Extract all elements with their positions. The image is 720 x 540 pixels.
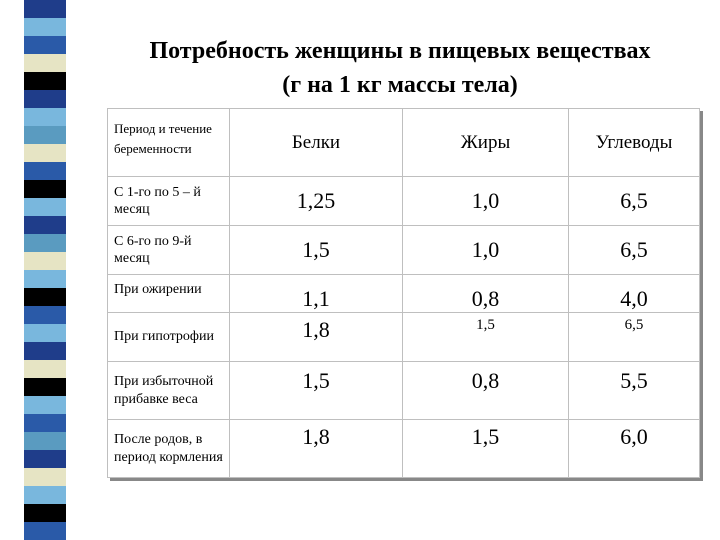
cell-fats: 0,8	[403, 275, 569, 313]
row-label: С 1-го по 5 – й месяц	[108, 177, 230, 226]
table-row	[108, 275, 700, 313]
stripe-segment	[24, 162, 66, 180]
cell-carbs: 6,5	[569, 226, 700, 275]
stripe-segment	[24, 288, 66, 306]
stripe-segment	[24, 126, 66, 144]
cell-fats: 1,5	[403, 313, 569, 362]
cell-carbs: 4,0	[569, 275, 700, 313]
stripe-segment	[24, 414, 66, 432]
stripe-segment	[24, 72, 66, 90]
header-fats: Жиры	[403, 109, 569, 177]
cell-proteins: 1,25	[230, 177, 403, 226]
row-label: При гипотрофии	[108, 313, 230, 362]
cell-carbs: 6,5	[569, 177, 700, 226]
header-proteins: Белки	[230, 109, 403, 177]
header-carbs: Углеводы	[569, 109, 700, 177]
decorative-stripe	[24, 0, 66, 540]
stripe-segment	[24, 90, 66, 108]
stripe-segment	[24, 198, 66, 216]
nutrient-table	[107, 108, 700, 478]
stripe-segment	[24, 396, 66, 414]
cell-carbs: 6,0	[569, 420, 700, 478]
stripe-segment	[24, 0, 66, 18]
row-label: При избыточной прибавке веса	[108, 362, 230, 420]
stripe-segment	[24, 180, 66, 198]
cell-fats: 0,8	[403, 362, 569, 420]
cell-fats: 1,0	[403, 177, 569, 226]
stripe-segment	[24, 360, 66, 378]
header-period: Период и течение беременности	[108, 109, 230, 177]
cell-proteins: 1,1	[230, 275, 403, 313]
stripe-segment	[24, 108, 66, 126]
stripe-segment	[24, 324, 66, 342]
stripe-segment	[24, 486, 66, 504]
cell-carbs: 6,5	[569, 313, 700, 362]
table-header-row	[108, 109, 700, 177]
table-row	[108, 420, 700, 478]
stripe-segment	[24, 270, 66, 288]
title-line-2: (г на 1 кг массы тела)	[282, 72, 518, 98]
stripe-segment	[24, 522, 66, 540]
stripe-segment	[24, 306, 66, 324]
stripe-segment	[24, 504, 66, 522]
table-row	[108, 313, 700, 362]
stripe-segment	[24, 432, 66, 450]
cell-carbs: 5,5	[569, 362, 700, 420]
cell-fats: 1,5	[403, 420, 569, 478]
stripe-segment	[24, 378, 66, 396]
stripe-segment	[24, 216, 66, 234]
title-line-1: Потребность женщины в пищевых веществах	[149, 38, 651, 64]
stripe-segment	[24, 468, 66, 486]
cell-proteins: 1,5	[230, 362, 403, 420]
stripe-segment	[24, 234, 66, 252]
stripe-segment	[24, 144, 66, 162]
row-label: С 6-го по 9-й месяц	[108, 226, 230, 275]
slide-title	[80, 34, 720, 102]
stripe-segment	[24, 450, 66, 468]
stripe-segment	[24, 54, 66, 72]
stripe-segment	[24, 252, 66, 270]
cell-proteins: 1,5	[230, 226, 403, 275]
cell-fats: 1,0	[403, 226, 569, 275]
row-label: После родов, в период кормления	[108, 420, 230, 478]
table-row	[108, 362, 700, 420]
table-row	[108, 177, 700, 226]
table-row	[108, 226, 700, 275]
stripe-segment	[24, 342, 66, 360]
cell-proteins: 1,8	[230, 313, 403, 362]
stripe-segment	[24, 36, 66, 54]
row-label: При ожирении	[108, 275, 230, 313]
cell-proteins: 1,8	[230, 420, 403, 478]
stripe-segment	[24, 18, 66, 36]
